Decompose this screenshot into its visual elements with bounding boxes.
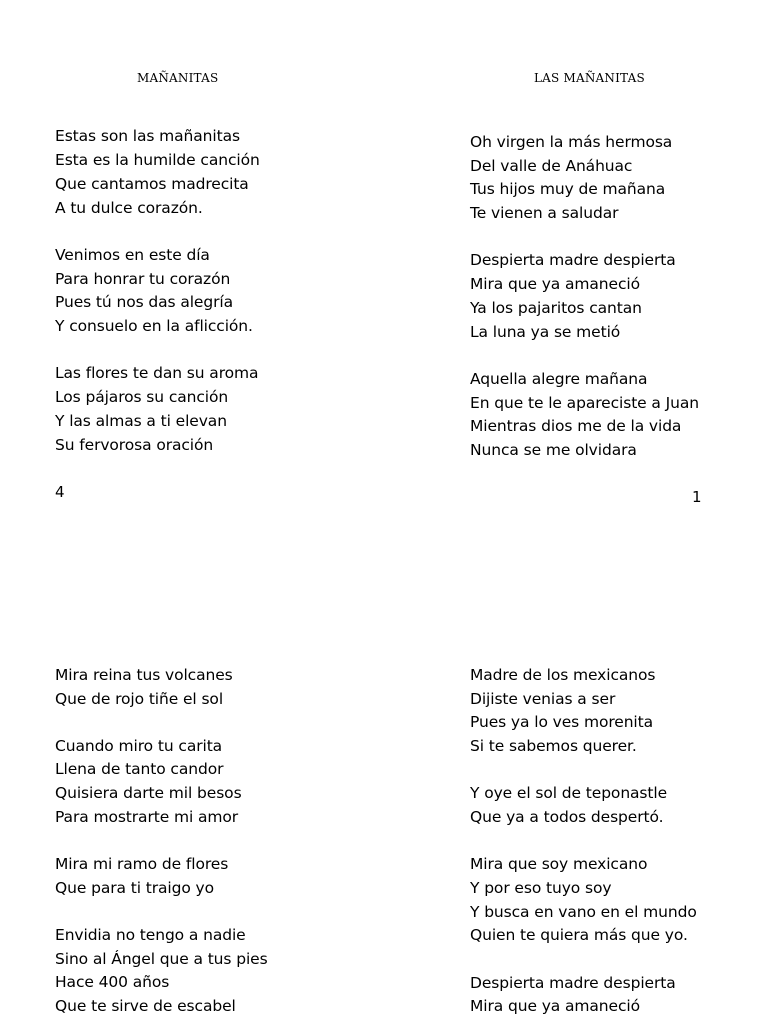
verse-line: Mira mi ramo de flores	[55, 855, 229, 873]
verse-line: La luna ya se metió	[470, 323, 621, 341]
verse-line: Madre de los mexicanos	[470, 666, 656, 684]
verse-line: Oh virgen la más hermosa	[470, 133, 673, 151]
verse-line: Que para ti traigo yo	[55, 879, 214, 897]
verse-line: Tus hijos muy de mañana	[470, 180, 666, 198]
verse-line: Nunca se me olvidara	[470, 441, 637, 459]
page-title-mananitas: MAÑANITAS	[137, 71, 219, 85]
verse-line: A tu dulce corazón.	[55, 199, 203, 217]
verse-line: En que te le apareciste a Juan	[470, 394, 699, 412]
verse-line: Las flores te dan su aroma	[55, 364, 259, 382]
verse-line: Despierta madre despierta	[470, 974, 676, 992]
verse-line: Y las almas a ti elevan	[55, 412, 227, 430]
verse-line: Mira reina tus volcanes	[55, 666, 233, 684]
verse-line: Mira que ya amaneció	[470, 275, 640, 293]
verse-line: Que te sirve de escabel	[55, 997, 236, 1015]
verse-line: Te vienen a saludar	[470, 204, 619, 222]
verse-line: Mira que ya amaneció	[470, 997, 640, 1015]
verse-line: Despierta madre despierta	[470, 251, 676, 269]
verse-line: Sino al Ángel que a tus pies	[55, 950, 268, 968]
verse-line: Dijiste venias a ser	[470, 690, 616, 708]
verse-line: Pues ya lo ves morenita	[470, 713, 654, 731]
verse-line: Ya los pajaritos cantan	[470, 299, 642, 317]
verse-line: Y busca en vano en el mundo	[470, 903, 697, 921]
verse-line: Esta es la humilde canción	[55, 151, 260, 169]
verse-line: Quisiera darte mil besos	[55, 784, 242, 802]
verse-line: Pues tú nos das alegría	[55, 293, 233, 311]
verse-line: Hace 400 años	[55, 973, 170, 991]
verse-line: Que ya a todos despertó.	[470, 808, 664, 826]
verse-line: Estas son las mañanitas	[55, 127, 240, 145]
verse-line: Para honrar tu corazón	[55, 270, 231, 288]
verse-line: Si te sabemos querer.	[470, 737, 637, 755]
verse-line: Y consuelo en la aflicción.	[55, 317, 253, 335]
verse-line: Y por eso tuyo soy	[470, 879, 612, 897]
verse-line: Llena de tanto candor	[55, 760, 224, 778]
verse-line: Venimos en este día	[55, 246, 210, 264]
verse-line: Que de rojo tiñe el sol	[55, 690, 224, 708]
page-number: 1	[692, 488, 702, 506]
verse-line: Que cantamos madrecita	[55, 175, 249, 193]
page-number: 4	[55, 483, 65, 501]
verse-line: Envidia no tengo a nadie	[55, 926, 246, 944]
verse-line: Aquella alegre mañana	[470, 370, 648, 388]
verse-line: Del valle de Anáhuac	[470, 157, 633, 175]
verse-line: Mientras dios me de la vida	[470, 417, 682, 435]
verse-line: Los pájaros su canción	[55, 388, 229, 406]
page-title-las-mananitas: LAS MAÑANITAS	[534, 71, 645, 85]
verse-line: Cuando miro tu carita	[55, 737, 223, 755]
verse-line: Para mostrarte mi amor	[55, 808, 239, 826]
verse-line: Su fervorosa oración	[55, 436, 214, 454]
verse-line: Y oye el sol de teponastle	[470, 784, 668, 802]
verse-line: Mira que soy mexicano	[470, 855, 648, 873]
verse-line: Quien te quiera más que yo.	[470, 926, 688, 944]
